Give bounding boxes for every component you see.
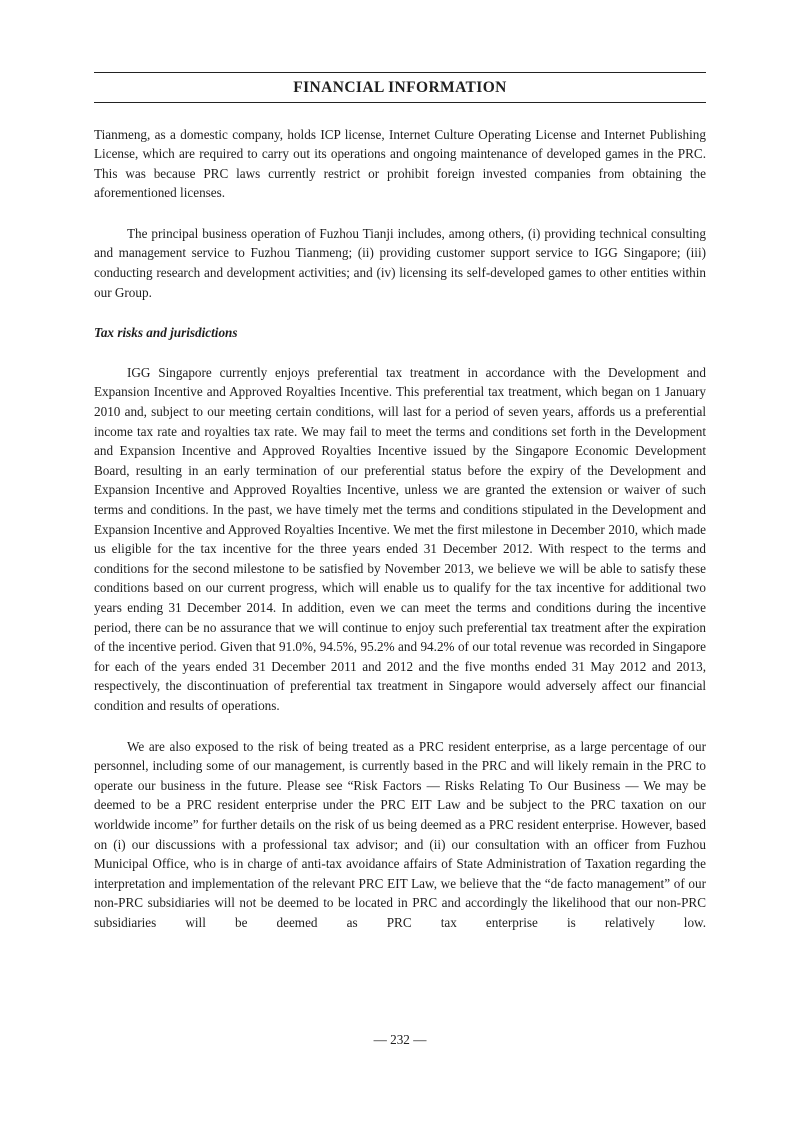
paragraph-prc-resident-risk: We are also exposed to the risk of being treated as a PRC resident enterprise, as a large percentage of our personnel, including some of our management, is currently based in the PRC and will likely remain in the PRC to operate our business in the future. Please see “Risk Factors — Risks Relating To Our Business — We may be deemed to be a PRC resident enterprise under the PRC EIT Law and be subject to the PRC taxation on our worldwide income” for further details on the risk of us being deemed as a PRC resident enterprise. However, based on (i) our discussions with a professional tax advisor; and (ii) our consultation with an officer from Fuzhou Municipal Office, who is in charge of anti-tax avoidance affairs of State Administration of Taxation regarding the interpretation and implementation of the relevant PRC EIT Law, we believe that the “de facto management” of our non-PRC subsidiaries will not be deemed to be located in PRC and accordingly the likelihood that our non-PRC subsidiaries will be deemed as PRC tax enterprise is relatively low. bbox=[94, 738, 706, 930]
page-number: — 232 — bbox=[373, 1032, 427, 1047]
section-subheading: Tax risks and jurisdictions bbox=[94, 325, 238, 341]
paragraph-singapore-tax: IGG Singapore currently enjoys preferential tax treatment in accordance with the Development and Expansion Incentive and Approved Royalties Incentive. This preferential tax treatment, which began on 1 January 2010 and, subject to our meeting certain conditions, will last for a period of seven years, affords us a preferential income tax rate and royalties tax rate. We may fail to meet the terms and conditions set forth in the Development and Expansion Incentive and Approved Royalties Incentive issued by the Singapore Economic Development Board, resulting in an early termination of our preferential status before the expiry of the Development and Expansion Incentive and Approved Royalties Incentive, unless we are granted the extension or waiver of such terms and conditions. In the past, we have timely met the terms and conditions stipulated in the Development and Expansion Incentive and Approved Royalties Incentive. We met the first milestone in December 2010, which made us eligible for the tax incentive for the three years ended 31 December 2012. With respect to the terms and conditions for the second milestone to be satisfied by November 2013, we believe we will be able to satisfy these conditions based on our current progress, which will enable us to qualify for the tax incentive for additional two years ending 31 December 2014. In addition, even we can meet the terms and conditions during the incentive period, there can be no assurance that we will continue to enjoy such preferential tax treatment after the expiration of the incentive period. Given that 91.0%, 94.5%, 95.2% and 94.2% of our total revenue was recorded in Singapore for each of the years ended 31 December 2011 and 2012 and the five months ended 31 May 2012 and 2013, respectively, the discontinuation of preferential tax treatment in Singapore would adversely affect our financial condition and results of operations. bbox=[94, 364, 706, 713]
paragraph-licenses: Tianmeng, as a domestic company, holds ICP license, Internet Culture Operating License and Internet Publishing License, which are required to carry out its operations and ongoing maintenance of developed games in the PRC. This was because PRC laws currently restrict or prohibit foreign invested companies from obtaining the aforementioned licenses. bbox=[94, 126, 706, 201]
header-bottom-rule bbox=[94, 102, 706, 103]
paragraph-fuzhou-tianji: The principal business operation of Fuzhou Tianji includes, among others, (i) providing technical consulting and management service to Fuzhou Tianmeng; (ii) providing customer support service to IGG Singapore; (iii) conducting research and development activities; and (iv) licensing its self-developed games to other entities within our Group. bbox=[94, 225, 706, 300]
page-title: FINANCIAL INFORMATION bbox=[293, 79, 507, 96]
document-body bbox=[94, 125, 706, 933]
header-top-rule bbox=[94, 72, 706, 73]
